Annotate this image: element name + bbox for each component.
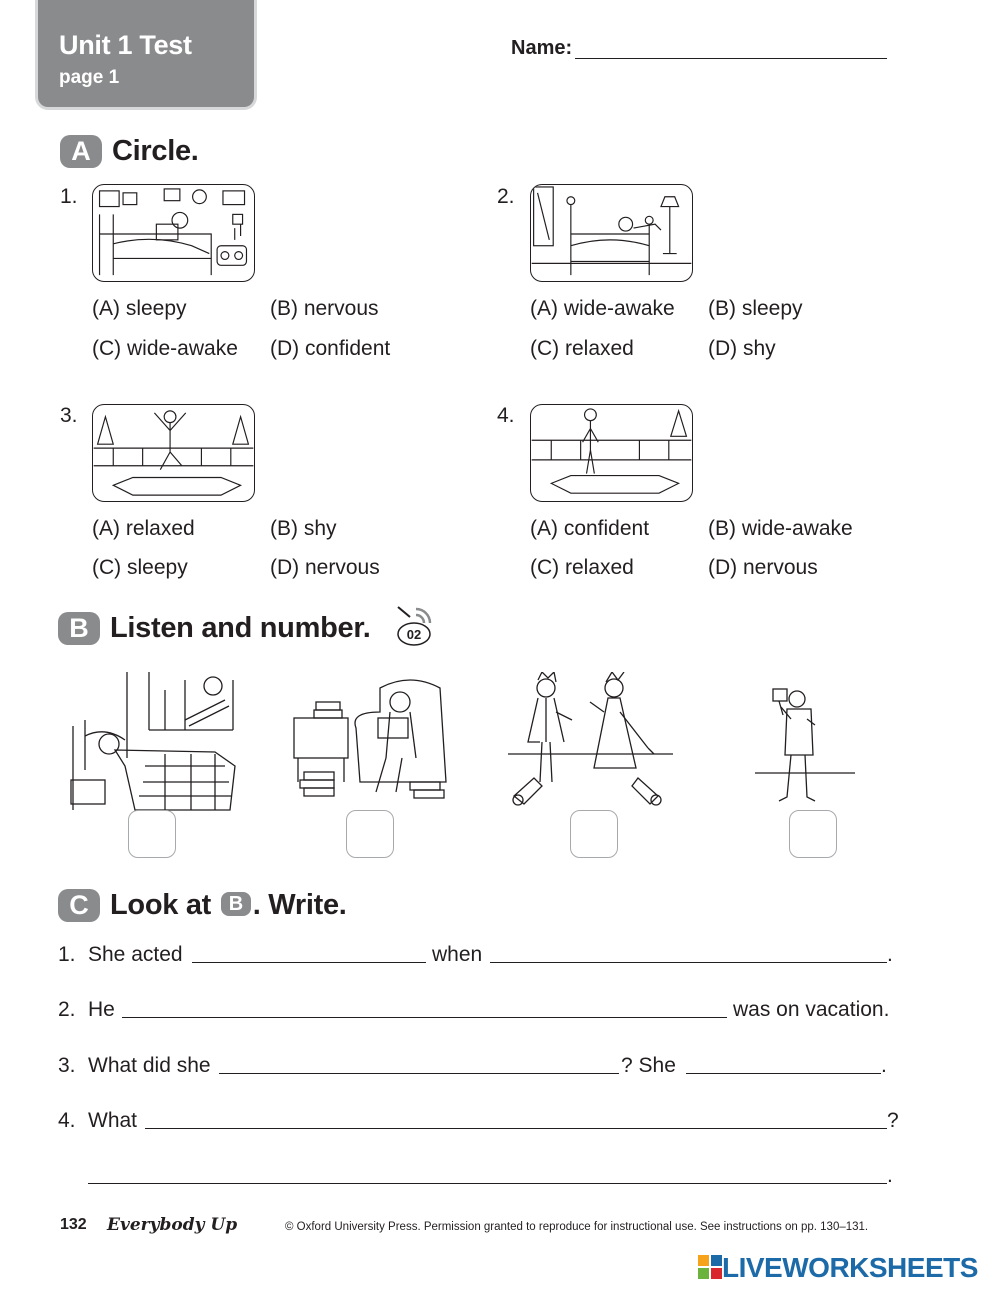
q1-option-a[interactable]: (A) sleepy: [92, 297, 187, 320]
copyright-notice: © Oxford University Press. Permission granted to reproduce for instructional use. See instructions on pp. 130–131.: [285, 1221, 869, 1233]
name-field[interactable]: [575, 58, 887, 59]
c2-blank[interactable]: [122, 1017, 727, 1018]
stage-jumping-illustration: [93, 405, 254, 501]
q4-option-b[interactable]: (B) wide-awake: [708, 517, 853, 540]
question-4-picture: [530, 404, 693, 502]
question-4-number: 4.: [497, 404, 515, 427]
c3-number: 3.: [58, 1054, 76, 1077]
question-3-number: 3.: [60, 404, 78, 427]
c4-blank-2[interactable]: [88, 1183, 887, 1184]
unit-page-label: page 1: [59, 67, 120, 88]
c4-blank-1[interactable]: [145, 1128, 887, 1129]
q2-option-d[interactable]: (D) shy: [708, 337, 776, 360]
c2-text-vacation: was on vacation.: [733, 998, 890, 1021]
q2-option-b[interactable]: (B) sleepy: [708, 297, 803, 320]
c1-blank-1[interactable]: [192, 962, 426, 963]
book-brand: Everybody Up: [107, 1215, 238, 1235]
c2-number: 2.: [58, 998, 76, 1021]
section-a-title: Circle.: [112, 135, 199, 167]
c4-question-mark: ?: [887, 1109, 899, 1132]
track-number: 02: [406, 627, 422, 642]
unit-title: Unit 1 Test: [59, 30, 192, 60]
q2-option-a[interactable]: (A) wide-awake: [530, 297, 675, 320]
q1-option-b[interactable]: (B) nervous: [270, 297, 379, 320]
answer-box-2[interactable]: [346, 810, 394, 858]
liveworksheets-watermark: LIVEWORKSHEETS: [722, 1252, 978, 1283]
c4-number: 4.: [58, 1109, 76, 1132]
q1-option-c[interactable]: (C) wide-awake: [92, 337, 238, 360]
c1-blank-2[interactable]: [490, 962, 887, 963]
c3-blank-1[interactable]: [219, 1073, 619, 1074]
bed-reading-illustration: [93, 185, 254, 281]
scene-reading-in-armchair: [290, 672, 465, 817]
c1-number: 1.: [58, 943, 76, 966]
question-3-picture: [92, 404, 255, 502]
section-c-title: [110, 889, 347, 922]
c4-period: .: [887, 1164, 893, 1187]
question-1-picture: [92, 184, 255, 282]
answer-box-3[interactable]: [570, 810, 618, 858]
section-a-badge: A: [60, 135, 102, 168]
c3-text-what-did-she: What did she: [88, 1054, 211, 1077]
scene-sleeping-in-bed: [65, 670, 240, 820]
q3-option-b[interactable]: (B) shy: [270, 517, 337, 540]
q4-option-d[interactable]: (D) nervous: [708, 556, 818, 579]
q3-option-a[interactable]: (A) relaxed: [92, 517, 195, 540]
question-2-number: 2.: [497, 185, 515, 208]
scene-holding-trophy: [755, 685, 855, 810]
page-number: 132: [60, 1216, 87, 1233]
c4-text-what: What: [88, 1109, 138, 1132]
q1-option-d[interactable]: (D) confident: [270, 337, 391, 360]
q4-option-c[interactable]: (C) relaxed: [530, 556, 634, 579]
audio-track-icon[interactable]: [394, 603, 438, 647]
section-b-badge: B: [58, 612, 100, 645]
c1-text-when: when: [432, 943, 483, 966]
stage-standing-illustration: [531, 405, 692, 501]
section-c-title-pre: Look at: [110, 889, 212, 921]
bed-sleeping-illustration: [531, 185, 692, 281]
q3-option-c[interactable]: (C) sleepy: [92, 556, 188, 579]
answer-box-1[interactable]: [128, 810, 176, 858]
c3-blank-2[interactable]: [686, 1073, 881, 1074]
name-label: Name:: [511, 37, 573, 59]
section-c-title-post: . Write.: [252, 889, 347, 921]
section-c-badge: C: [58, 889, 100, 922]
liveworksheets-logo-icon: [698, 1255, 722, 1279]
section-b-reference-badge: B: [221, 892, 251, 916]
c1-text-she-acted: She acted: [88, 943, 183, 966]
c1-period: .: [887, 943, 893, 966]
scene-play-on-stage: [508, 672, 673, 822]
c2-text-he: He: [88, 998, 115, 1021]
answer-box-4[interactable]: [789, 810, 837, 858]
q2-option-c[interactable]: (C) relaxed: [530, 337, 634, 360]
q4-option-a[interactable]: (A) confident: [530, 517, 650, 540]
unit-header-tab: [38, 0, 254, 107]
c3-text-she: ? She: [621, 1054, 676, 1077]
question-2-picture: [530, 184, 693, 282]
c3-period: .: [881, 1054, 887, 1077]
question-1-number: 1.: [60, 185, 78, 208]
section-b-title: Listen and number.: [110, 612, 371, 644]
q3-option-d[interactable]: (D) nervous: [270, 556, 380, 579]
